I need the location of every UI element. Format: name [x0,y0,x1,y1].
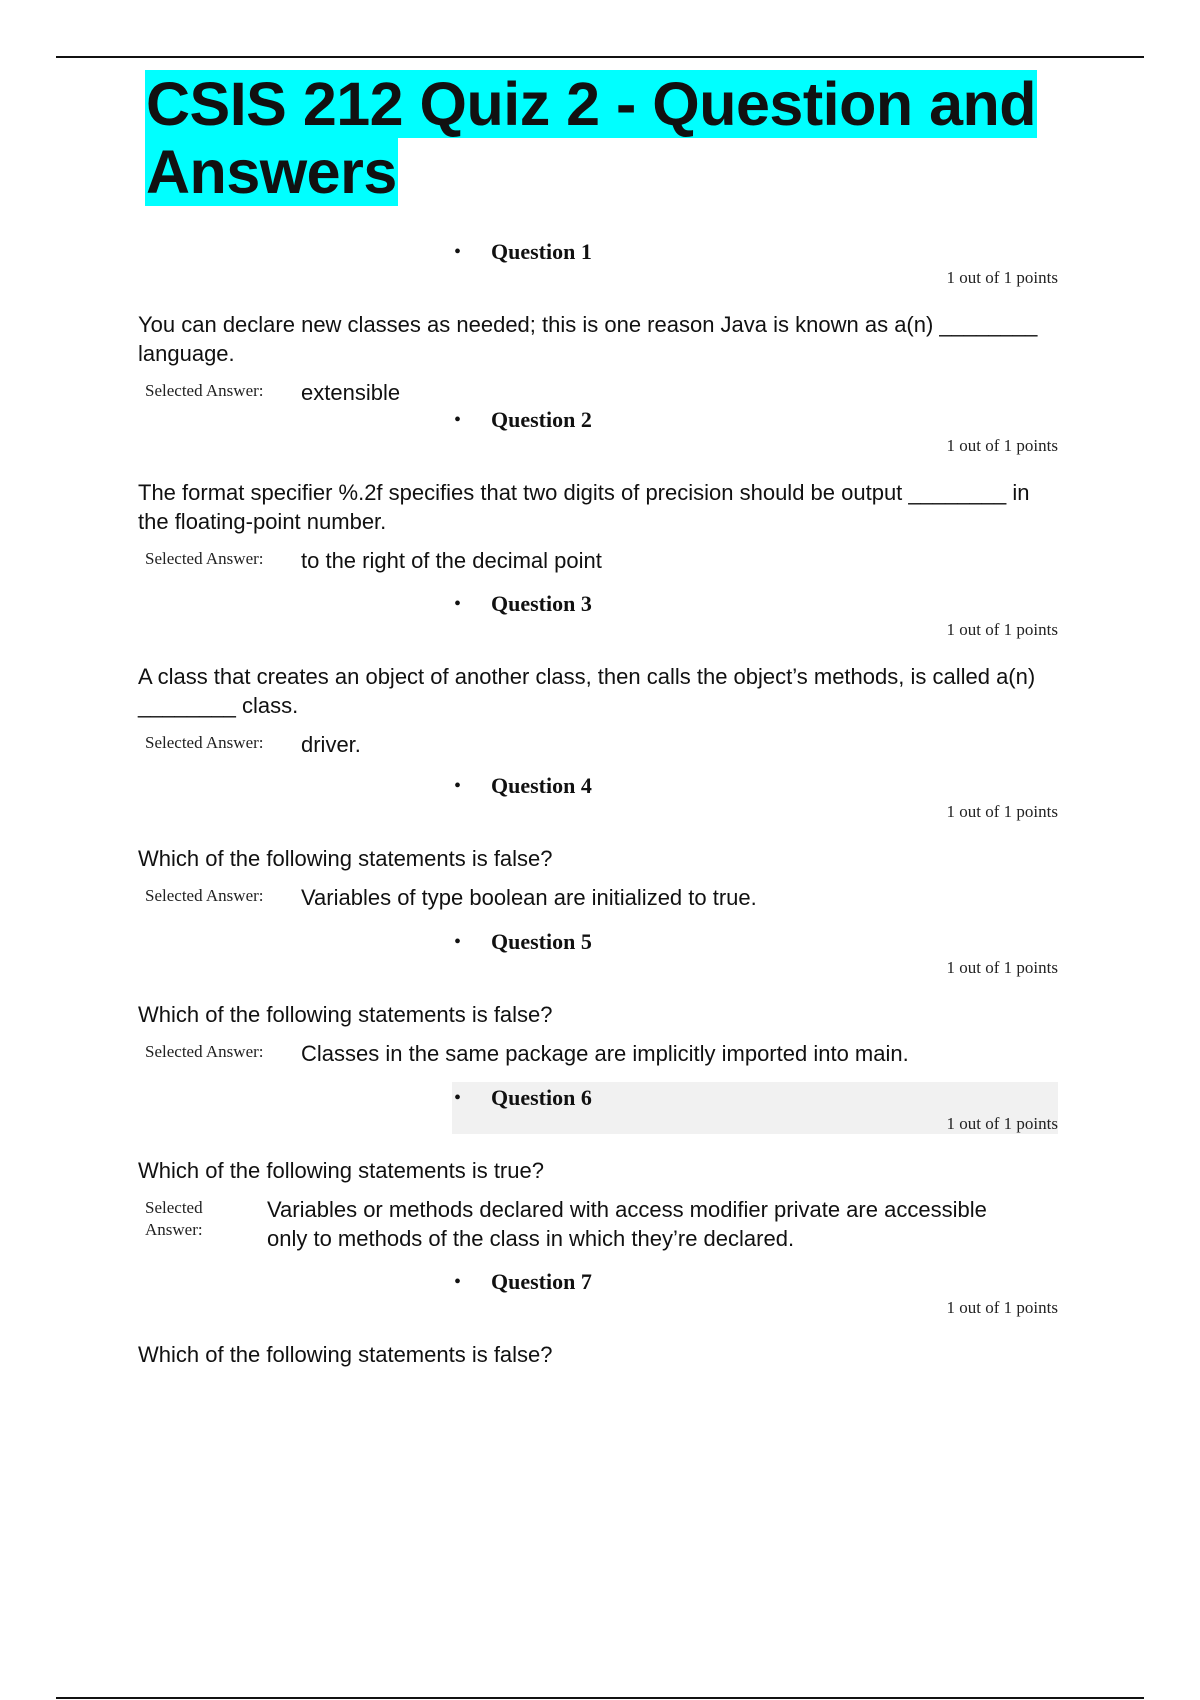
bullet-icon: • [454,409,462,431]
question-header [0,926,1200,984]
selected-answer-label: Selected Answer: [145,549,264,568]
question-text: Which of the following statements is false? [138,1002,553,1027]
top-divider [56,56,1144,58]
selected-answer-text: driver. [301,732,361,757]
question-block [0,404,1200,588]
bullet-icon: • [454,775,462,797]
selected-answer-text: Variables or methods declared with access modifier private are accessible only to methods of the class in which they’re declared. [267,1197,987,1251]
selected-answer-label: Selected Answer: [145,1042,264,1061]
quiz-content [0,236,1200,1386]
question-block [0,770,1200,926]
bullet-icon: • [454,1271,462,1293]
question-block [0,588,1200,770]
question-title: Question 7 [491,1269,592,1294]
question-block [0,1082,1200,1266]
selected-answer-text: Classes in the same package are implicitly imported into main. [301,1041,909,1066]
question-text: Which of the following statements is true? [138,1158,544,1183]
question-header [0,588,1200,646]
selected-answer-label: Selected Answer: [145,381,264,400]
question-text: Which of the following statements is false? [138,846,553,871]
selected-answer [145,883,1200,912]
question-title: Question 3 [491,591,592,616]
question-header [0,236,1200,294]
question-text: Which of the following statements is false? [138,1342,553,1367]
selected-answer [145,378,1200,407]
question-points: 1 out of 1 points [946,958,1058,977]
question-block [0,1266,1200,1386]
question-points: 1 out of 1 points [946,436,1058,455]
selected-answer-label-line: Answer: [145,1220,203,1239]
question-header [0,770,1200,828]
bullet-icon: • [454,1087,462,1109]
question-block [0,236,1200,404]
question-text: A class that creates an object of another class, then calls the object’s methods, is called a(n) ________ class. [138,664,1036,718]
question-points: 1 out of 1 points [946,620,1058,639]
question-title: Question 4 [491,773,592,798]
question-title: Question 1 [491,239,592,264]
question-points: 1 out of 1 points [946,802,1058,821]
selected-answer-text: to the right of the decimal point [301,548,602,573]
question-title: Question 2 [491,407,592,432]
bullet-icon: • [454,241,462,263]
question-title: Question 6 [491,1085,592,1110]
question-points: 1 out of 1 points [946,268,1058,287]
question-header [0,404,1200,462]
question-points: 1 out of 1 points [946,1114,1058,1133]
selected-answer-label [145,1195,267,1241]
question-points: 1 out of 1 points [946,1298,1058,1317]
question-block [0,926,1200,1082]
question-header [0,1266,1200,1324]
question-text: The format specifier %.2f specifies that two digits of precision should be output ________ in the floating-point number. [138,480,1030,534]
bullet-icon: • [454,593,462,615]
selected-answer [145,1039,1200,1068]
question-title: Question 5 [491,929,592,954]
question-header [0,1082,1200,1140]
bottom-divider [56,1697,1144,1699]
selected-answer [145,1195,1200,1253]
selected-answer [145,730,1200,759]
question-text: You can declare new classes as needed; this is one reason Java is known as a(n) ________ language. [138,312,1038,366]
selected-answer-text: Variables of type boolean are initialized to true. [301,885,757,910]
bullet-icon: • [454,931,462,953]
page-title [145,70,1045,206]
selected-answer-text: extensible [301,380,401,405]
selected-answer [145,546,1200,575]
page-title-highlight: CSIS 212 Quiz 2 - Question and Answers [146,70,1037,206]
selected-answer-label-line: Selected [145,1198,203,1217]
selected-answer-label: Selected Answer: [145,886,264,905]
selected-answer-label: Selected Answer: [145,733,264,752]
